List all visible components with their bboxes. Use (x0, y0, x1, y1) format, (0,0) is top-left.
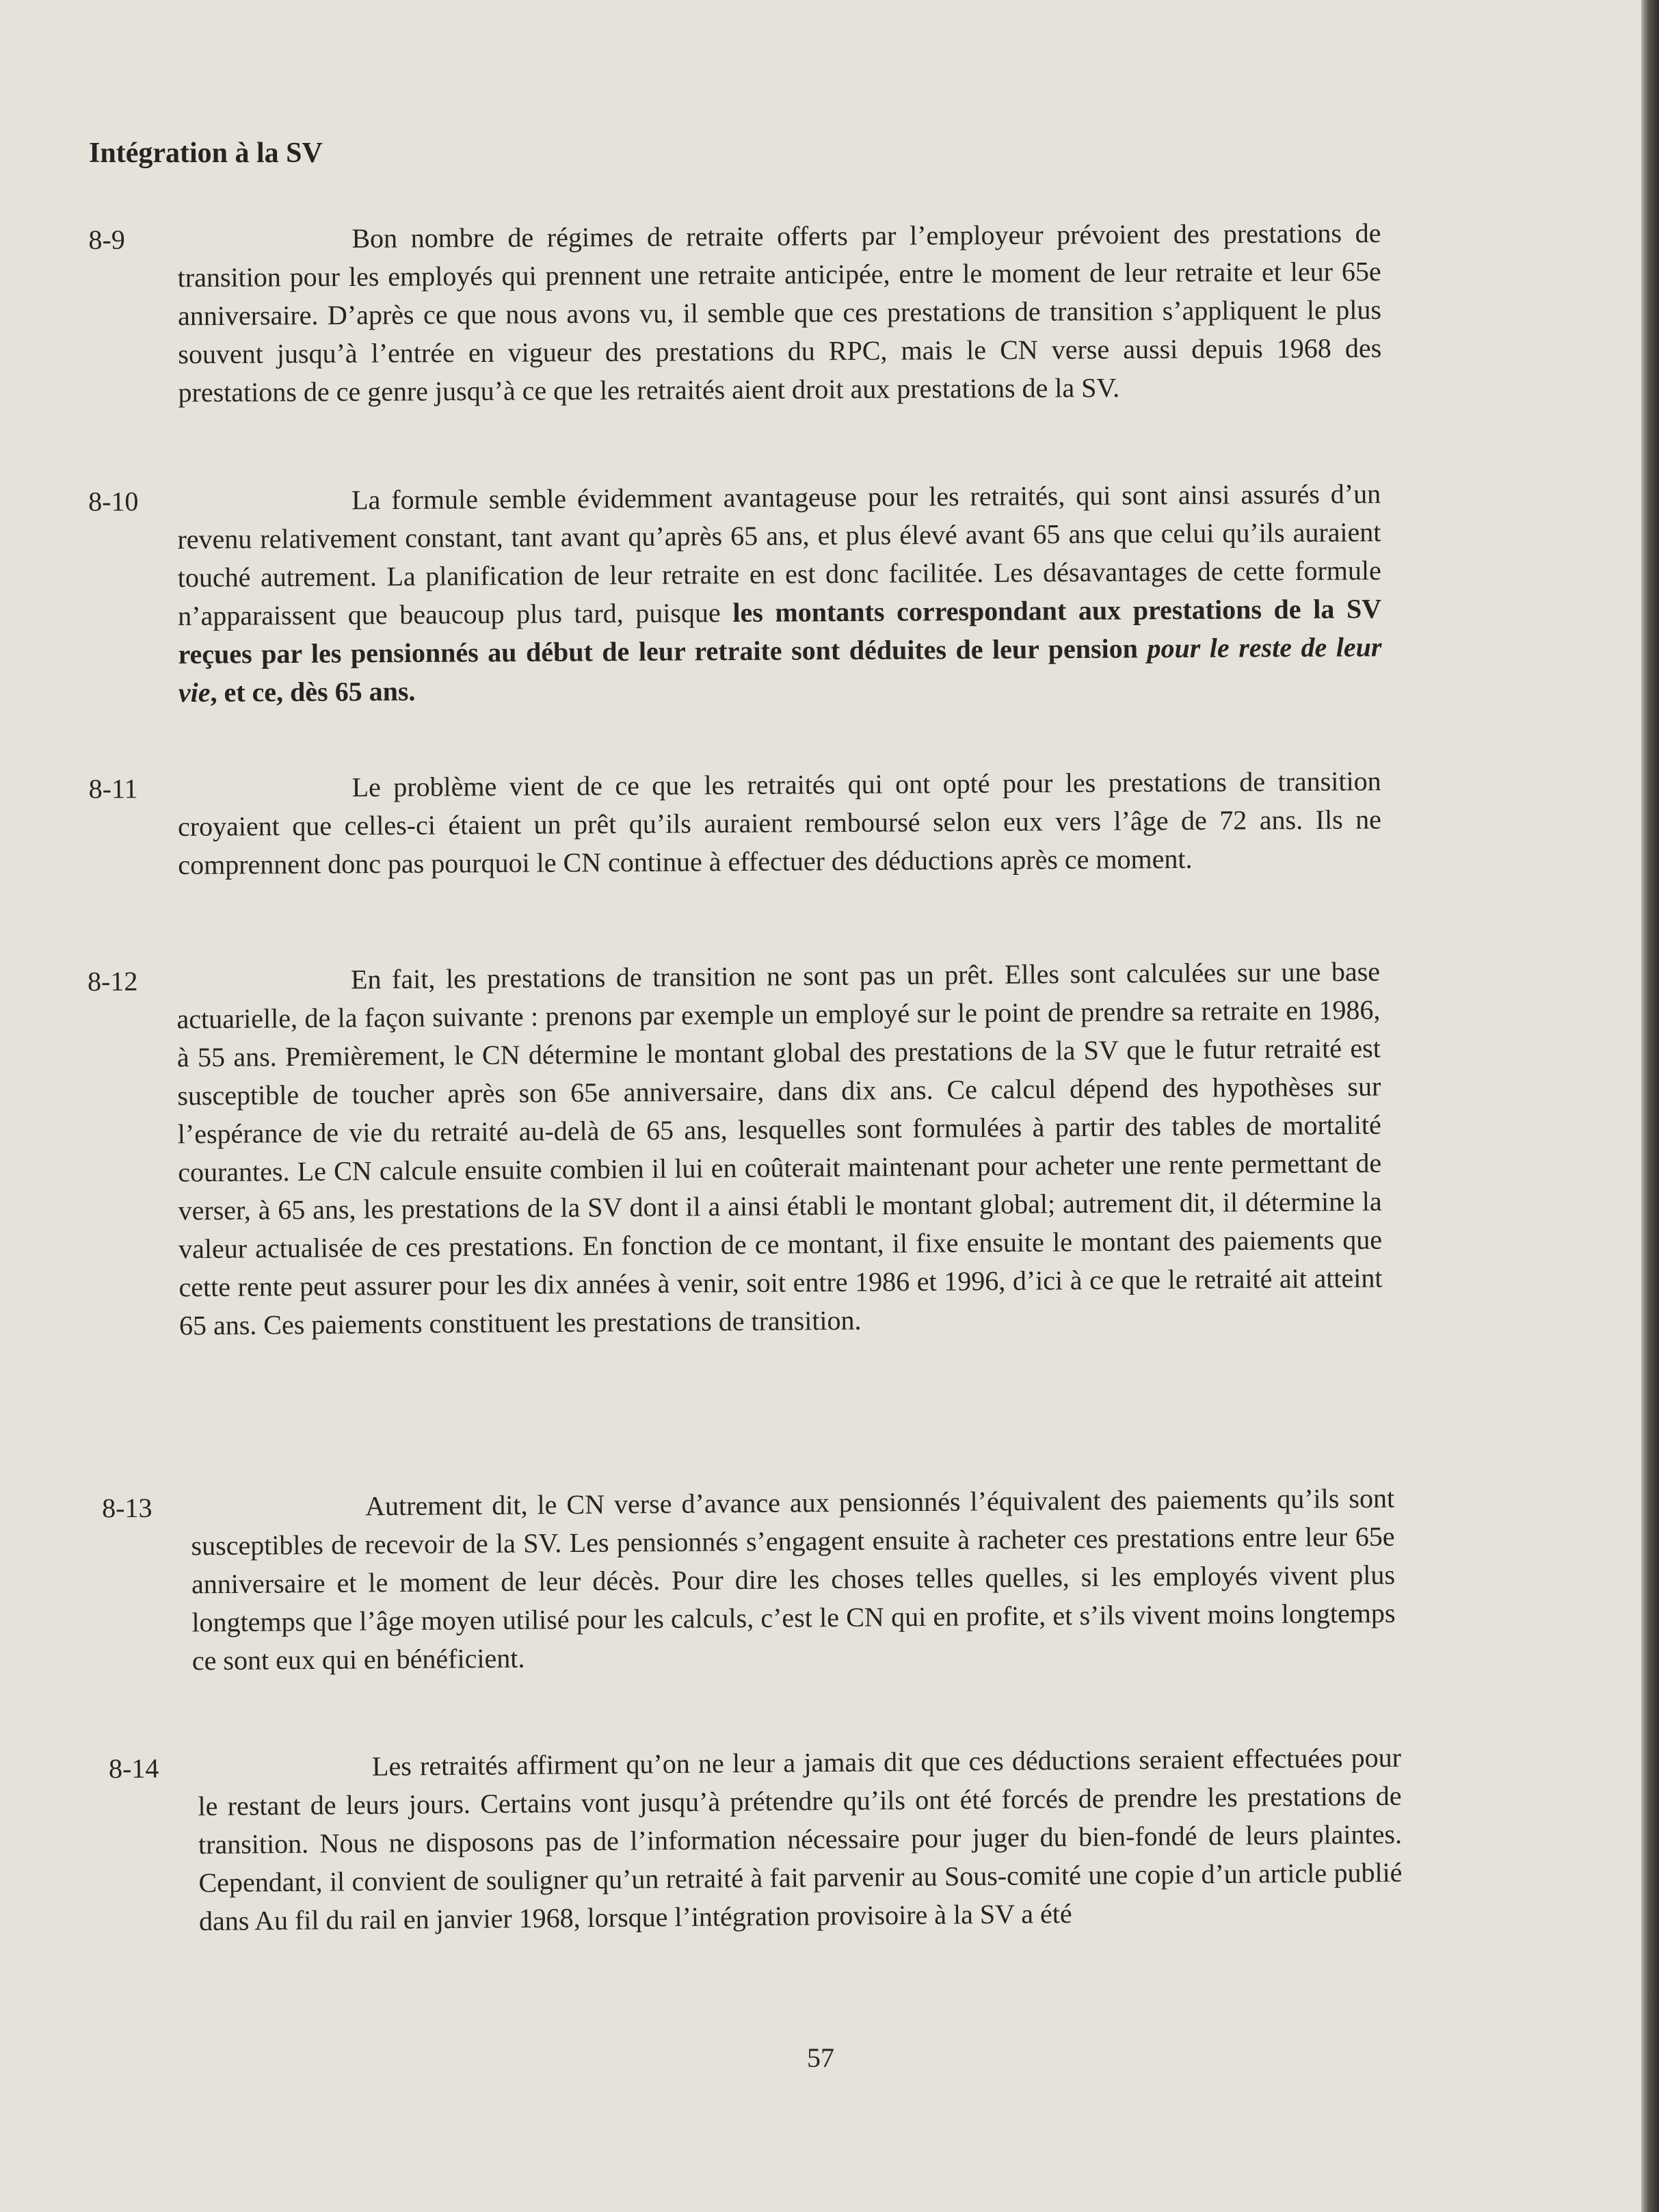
paragraph-text: Le problème vient de ce que les retraités qui ont opté pour les prestations de transition croyaient que celles-ci étaient un prêt qu’ils auraient remboursé selon eux vers l’âge de 72 ans. Ils ne comprennent donc pas pourquoi le CN continue à effectuer des déductions après ce moment. (177, 765, 1382, 880)
paragraph-8-9 (88, 214, 1381, 412)
paragraph-number: 8-11 (88, 773, 138, 804)
paragraph-text-regular: La formule semble évidemment avantageuse pour les retraités, qui sont ainsi assurés d’un revenu relativement constant, tant avant qu’après 65 ans, et plus élevé avant 65 ans que celui qu’ils auraient touché autrement. La planification de leur retraite en est donc facilitée. Les désavantages de cette formule n’apparaissent que beaucoup plus tard, puisque (177, 478, 1381, 631)
paragraph-text: En fait, les prestations de transition ne sont pas un prêt. Elles sont calculées sur une base actuarielle, de la façon suivante : prenons par exemple un employé sur le point de prendre sa retraite en 1986, à 55 ans. Premièrement, le CN détermine le montant global des prestations de la SV que le futur retraité est susceptible de toucher après son 65e anniversaire, dans dix ans. Ce calcul dépend des hypothèses sur l’espérance de vie du retraité au-delà de 65 ans, lesquelles sont formulées à partir des tables de mortalité courantes. Le CN calcule ensuite combien il lui en coûterait maintenant pour acheter une rente permettant de verser, à 65 ans, les prestations de la SV dont il a ainsi établi le montant global; autrement dit, il détermine la valeur actualisée de ces prestations. En fonction de ce montant, il fixe ensuite le montant des paiements que cette rente peut assurer pour les dix années à venir, soit entre 1986 et 1996, d’ici à ce que le retraité ait atteint 65 ans. Ces paiements constituent les prestations de transition. (176, 956, 1383, 1341)
paragraph-number: 8-9 (88, 224, 125, 255)
paragraph-text: Autrement dit, le CN verse d’avance aux pensionnés l’équivalent des paiements qu’ils sont susceptibles de recevoir de la SV. Les pensionnés s’engagent ensuite à racheter ces prestations entre leur 65e anniversaire et le moment de leur décès. Pour dire les choses telles quelles, si les employés vivent plus longtemps que l’âge moyen utilisé pour les calculs, c’est le CN qui en profite, et s’ils vivent moins longtemps ce sont eux qui en bénéficient. (191, 1482, 1396, 1676)
paragraph-8-11 (89, 762, 1382, 885)
paragraph-number: 8-14 (108, 1752, 159, 1785)
paragraph-number: 8-12 (87, 965, 138, 997)
paragraph-8-12 (88, 953, 1383, 1346)
paragraph-number: 8-13 (101, 1492, 152, 1524)
paragraph-text-bold: les montants correspondant aux prestations de la SV reçues par les pensionnés au début de leur retraite sont déduites de leur pension (178, 593, 1382, 670)
page-edge-shadow (1641, 0, 1659, 2212)
paragraph-text: Les retraités affirment qu’on ne leur a jamais dit que ces déductions seraient effectuées pour le restant de leurs jours. Certains vont jusqu’à prétendre qu’ils ont été forcés de prendre les prestations de transition. Nous ne disposons pas de l’information nécessaire pour juger du bien-fondé de leurs plaintes. Cependant, il convient de souligner qu’un retraité à fait parvenir au Sous-comité une copie d’un article publié dans Au fil du rail en janvier 1968, lorsque l’intégration provisoire à la SV a été (198, 1741, 1403, 1937)
paragraph-text-bold-italic: pour le reste de leur vie (178, 631, 1382, 708)
paragraph-8-14 (109, 1739, 1403, 1941)
paragraph-text-bold-end: , et ce, dès 65 ans. (210, 675, 416, 708)
paragraph-number: 8-10 (88, 486, 139, 517)
paragraph-text (88, 475, 1382, 713)
paragraph-8-13 (102, 1479, 1396, 1681)
paragraph-8-10 (88, 475, 1382, 713)
section-heading: Intégration à la SV (89, 137, 323, 169)
page-number: 57 (807, 2042, 834, 2073)
paragraph-text: Bon nombre de régimes de retraite offerts par l’employeur prévoient des prestations de transition pour les employés qui prennent une retraite anticipée, entre le moment de leur retraite et leur 65e anniversaire. D’après ce que nous avons vu, il semble que ces prestations de transition s’appliquent le plus souvent jusqu’à l’entrée en vigueur des prestations du RPC, mais le CN verse aussi depuis 1968 des prestations de ce genre jusqu’à ce que les retraités aient droit aux prestations de la SV. (177, 218, 1382, 408)
